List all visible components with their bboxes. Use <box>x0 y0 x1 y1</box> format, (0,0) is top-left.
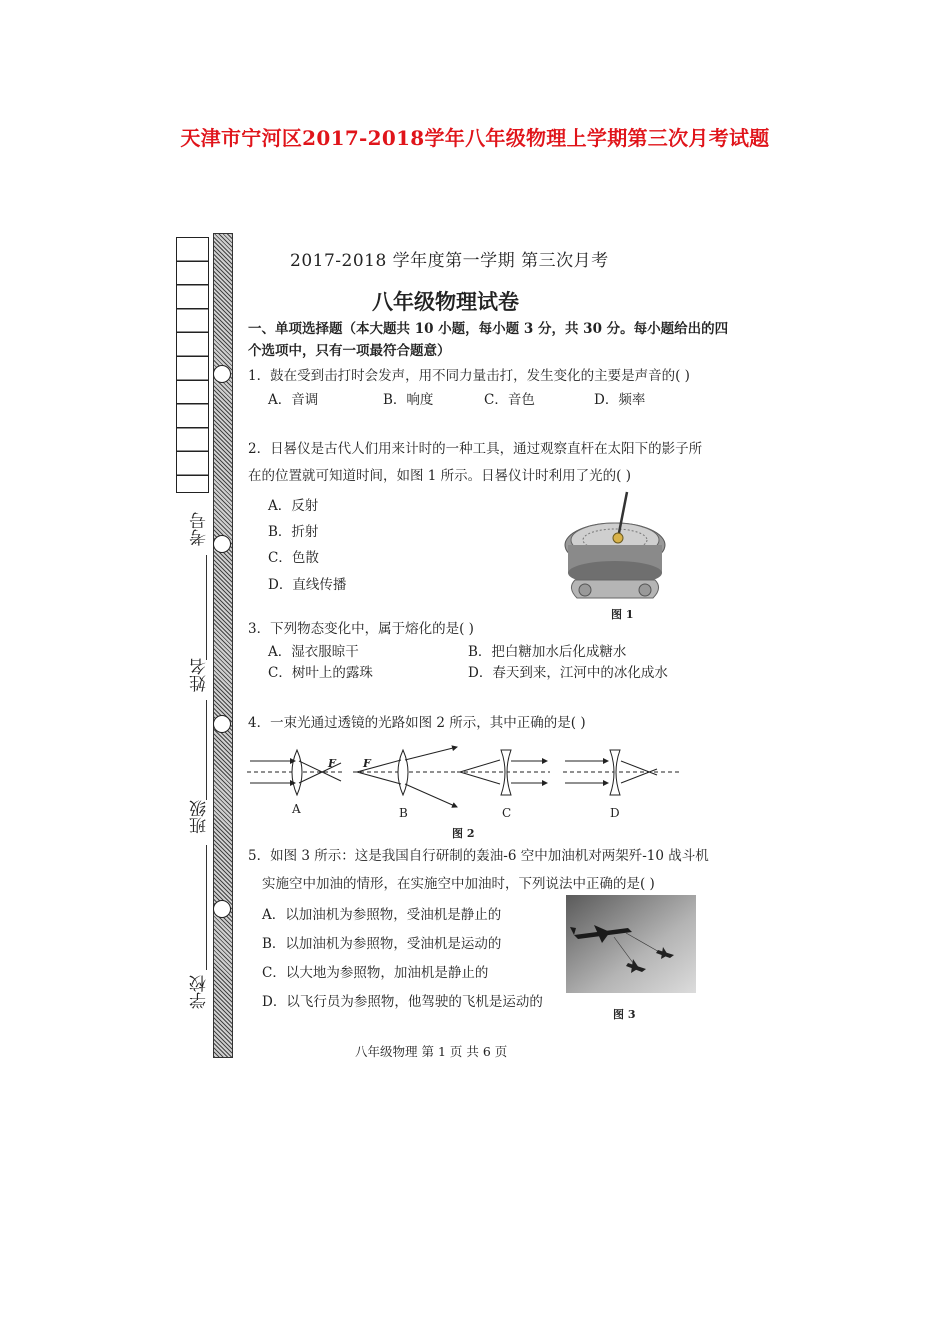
fill-line <box>206 700 207 800</box>
name-label: 姓名 <box>190 658 210 692</box>
q1-option-c: C．音色 <box>484 392 535 408</box>
section-heading: 一、单项选择题（本大题共 10 小题，每小题 3 分，共 30 分。每小题给出的四 <box>248 321 729 337</box>
figure-3-caption: 图 3 <box>613 1008 636 1021</box>
q5-option-d: D．以飞行员为参照物，他驾驶的飞机是运动的 <box>262 994 543 1010</box>
q2-option-a: A．反射 <box>268 498 319 514</box>
q2-option-b: B．折射 <box>268 524 319 540</box>
binding-hole <box>213 535 231 553</box>
question-2-cont: 在的位置就可知道时间，如图 1 所示。日晷仪计时利用了光的( ) <box>248 468 631 484</box>
q3-option-c: C．树叶上的露珠 <box>268 665 373 681</box>
q3-option-d: D．春天到来，江河中的冰化成水 <box>468 665 668 681</box>
diagram-label-b: B <box>399 806 408 820</box>
q3-option-b: B．把白糖加水后化成糖水 <box>468 644 627 660</box>
exam-term: 2017-2018 学年度第一学期 第三次月考 <box>290 251 609 271</box>
q2-option-c: C．色散 <box>268 550 319 566</box>
focus-label-a: F <box>328 757 336 770</box>
focus-label-b: F <box>363 757 371 770</box>
question-3: 3．下列物态变化中，属于熔化的是( ) <box>248 621 474 637</box>
exam-number-grid <box>176 237 209 493</box>
lens-diagram <box>245 745 685 825</box>
fill-line <box>206 845 207 970</box>
binding-hole <box>213 365 231 383</box>
question-5-cont: 实施空中加油的情形，在实施空中加油时，下列说法中正确的是( ) <box>262 876 655 892</box>
exam-number-label: 考号 <box>190 512 210 546</box>
binding-strip <box>213 233 233 1058</box>
binding-hole <box>213 900 231 918</box>
q5-option-b: B．以加油机为参照物，受油机是运动的 <box>262 936 502 952</box>
figure-1-caption: 图 1 <box>611 608 634 621</box>
question-2: 2．日晷仪是古代人们用来计时的一种工具，通过观察直杆在太阳下的影子所 <box>248 441 703 457</box>
school-label: 学校 <box>190 975 210 1009</box>
question-4: 4．一束光通过透镜的光路如图 2 所示，其中正确的是( ) <box>248 715 586 731</box>
fill-line <box>206 555 207 660</box>
diagram-label-c: C <box>502 806 512 820</box>
q1-option-b: B．响度 <box>383 392 434 408</box>
question-5: 5．如图 3 所示：这是我国自行研制的轰油-6 空中加油机对两架歼-10 战斗机 <box>248 848 709 864</box>
refueling-photo <box>566 895 696 993</box>
section-heading: 个选项中，只有一项最符合题意） <box>248 343 451 359</box>
q5-option-c: C．以大地为参照物，加油机是静止的 <box>262 965 489 981</box>
q1-option-a: A．音调 <box>268 392 319 408</box>
q1-option-d: D．频率 <box>594 392 646 408</box>
class-label: 班级 <box>190 800 210 834</box>
binding-hole <box>213 715 231 733</box>
exam-subject: 八年级物理试卷 <box>372 289 519 314</box>
sundial-figure <box>560 490 670 602</box>
q2-option-d: D．直线传播 <box>268 577 347 593</box>
diagram-label-d: D <box>610 806 620 820</box>
diagram-label-a: A <box>292 802 301 816</box>
figure-2-caption: 图 2 <box>452 827 475 840</box>
q3-option-a: A．湿衣服晾干 <box>268 644 359 660</box>
q5-option-a: A．以加油机为参照物，受油机是静止的 <box>262 907 502 923</box>
page-footer: 八年级物理 第 1 页 共 6 页 <box>355 1044 508 1059</box>
document-title: 天津市宁河区2017-2018学年八年级物理上学期第三次月考试题 <box>180 126 770 150</box>
question-1: 1．鼓在受到击打时会发声，用不同力量击打，发生变化的主要是声音的( ) <box>248 368 690 384</box>
